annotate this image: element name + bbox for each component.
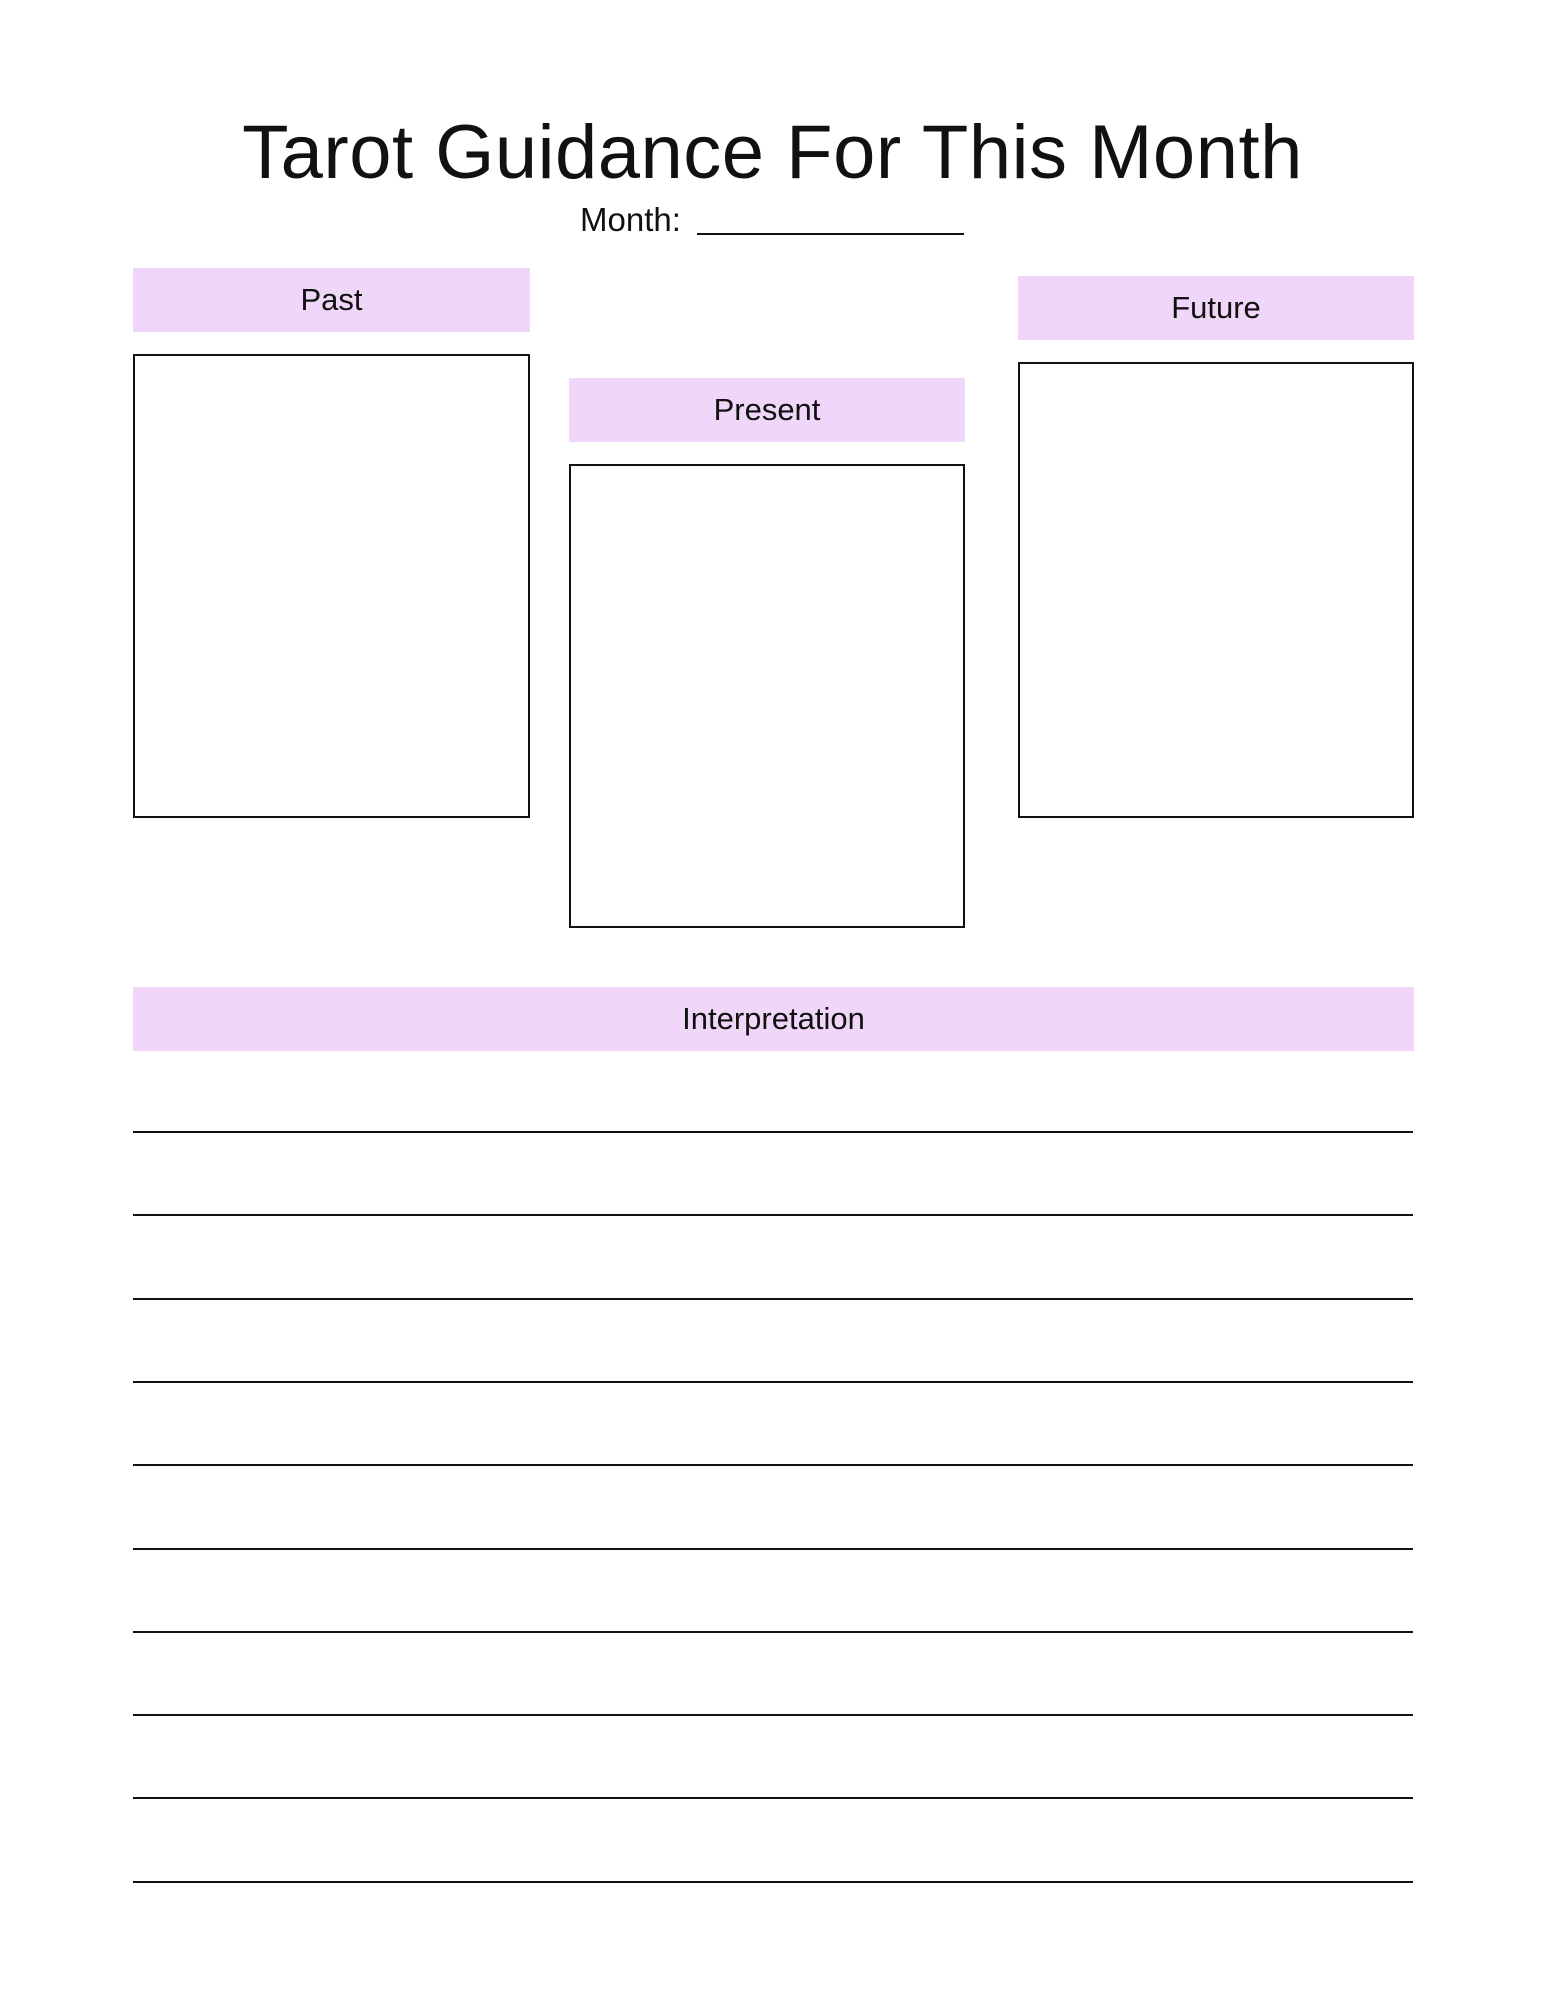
page-title: Tarot Guidance For This Month — [242, 110, 1303, 195]
interpretation-line[interactable] — [133, 1797, 1413, 1799]
past-header — [133, 268, 530, 332]
present-card-box[interactable] — [569, 464, 965, 928]
future-label: Future — [1171, 290, 1261, 325]
interpretation-line[interactable] — [133, 1464, 1413, 1466]
past-label: Past — [300, 282, 363, 317]
future-card-box[interactable] — [1018, 362, 1414, 818]
month-field-row — [580, 200, 964, 240]
interpretation-line[interactable] — [133, 1214, 1413, 1216]
present-label: Present — [713, 392, 821, 427]
month-input-line[interactable] — [697, 233, 964, 235]
interpretation-label: Interpretation — [682, 1001, 865, 1036]
interpretation-line[interactable] — [133, 1298, 1413, 1300]
interpretation-line[interactable] — [133, 1714, 1413, 1716]
past-card-box[interactable] — [133, 354, 530, 818]
present-header — [569, 378, 965, 442]
interpretation-line[interactable] — [133, 1131, 1413, 1133]
interpretation-line[interactable] — [133, 1548, 1413, 1550]
interpretation-header — [133, 987, 1414, 1051]
future-header — [1018, 276, 1414, 340]
month-label: Month: — [580, 201, 681, 238]
interpretation-line[interactable] — [133, 1631, 1413, 1633]
interpretation-line[interactable] — [133, 1881, 1413, 1883]
interpretation-line[interactable] — [133, 1381, 1413, 1383]
